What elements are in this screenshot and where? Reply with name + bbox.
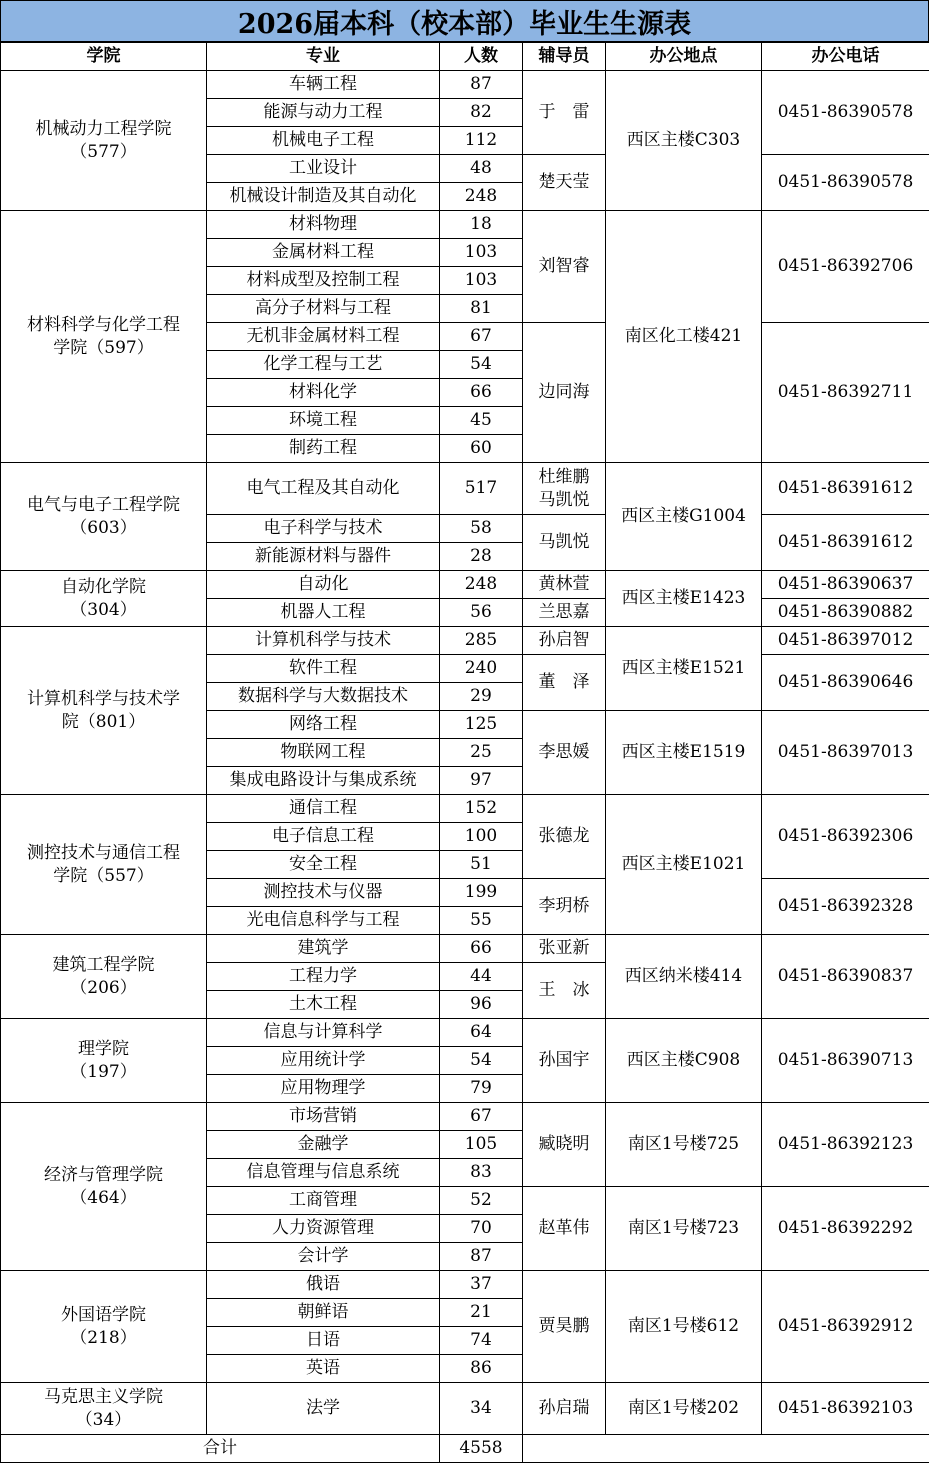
major-name: 土木工程 bbox=[207, 991, 440, 1019]
student-count: 54 bbox=[440, 1047, 523, 1075]
student-count: 44 bbox=[440, 963, 523, 991]
student-count: 28 bbox=[440, 543, 523, 571]
office-location: 西区主楼E1521 bbox=[606, 627, 762, 711]
office-phone: 0451-86392706 bbox=[762, 211, 929, 323]
student-count: 82 bbox=[440, 99, 523, 127]
student-count: 517 bbox=[440, 463, 523, 515]
major-name: 应用物理学 bbox=[207, 1075, 440, 1103]
total-empty bbox=[523, 1435, 929, 1463]
student-count: 79 bbox=[440, 1075, 523, 1103]
student-count: 70 bbox=[440, 1215, 523, 1243]
student-count: 55 bbox=[440, 907, 523, 935]
major-name: 集成电路设计与集成系统 bbox=[207, 767, 440, 795]
major-name: 自动化 bbox=[207, 571, 440, 599]
student-count: 285 bbox=[440, 627, 523, 655]
student-count: 240 bbox=[440, 655, 523, 683]
major-name: 英语 bbox=[207, 1355, 440, 1383]
major-name: 会计学 bbox=[207, 1243, 440, 1271]
office-phone: 0451-86397012 bbox=[762, 627, 929, 655]
major-name: 测控技术与仪器 bbox=[207, 879, 440, 907]
major-name: 朝鲜语 bbox=[207, 1299, 440, 1327]
office-location: 南区1号楼725 bbox=[606, 1103, 762, 1187]
student-count: 74 bbox=[440, 1327, 523, 1355]
major-name: 工程力学 bbox=[207, 963, 440, 991]
major-name: 市场营销 bbox=[207, 1103, 440, 1131]
major-name: 机器人工程 bbox=[207, 599, 440, 627]
student-count: 66 bbox=[440, 379, 523, 407]
office-phone: 0451-86392306 bbox=[762, 795, 929, 879]
college-name: 机械动力工程学院 （577） bbox=[1, 71, 207, 211]
major-name: 能源与动力工程 bbox=[207, 99, 440, 127]
major-name: 俄语 bbox=[207, 1271, 440, 1299]
counselor-name: 李玥桥 bbox=[523, 879, 606, 935]
major-name: 材料物理 bbox=[207, 211, 440, 239]
table-row bbox=[1, 571, 929, 599]
college-name: 材料科学与化学工程 学院（597） bbox=[1, 211, 207, 463]
major-name: 新能源材料与器件 bbox=[207, 543, 440, 571]
office-phone: 0451-86392292 bbox=[762, 1187, 929, 1271]
major-name: 通信工程 bbox=[207, 795, 440, 823]
counselor-name: 贾昊鹏 bbox=[523, 1271, 606, 1383]
major-name: 电子信息工程 bbox=[207, 823, 440, 851]
table-row bbox=[1, 463, 929, 515]
major-name: 环境工程 bbox=[207, 407, 440, 435]
major-name: 安全工程 bbox=[207, 851, 440, 879]
counselor-name: 刘智睿 bbox=[523, 211, 606, 323]
major-name: 电子科学与技术 bbox=[207, 515, 440, 543]
student-count: 67 bbox=[440, 1103, 523, 1131]
office-location: 西区主楼C908 bbox=[606, 1019, 762, 1103]
counselor-name: 杜维鹏 马凯悦 bbox=[523, 463, 606, 515]
office-phone: 0451-86390578 bbox=[762, 71, 929, 155]
major-name: 金属材料工程 bbox=[207, 239, 440, 267]
major-name: 日语 bbox=[207, 1327, 440, 1355]
student-count: 54 bbox=[440, 351, 523, 379]
counselor-name: 楚天莹 bbox=[523, 155, 606, 211]
major-name: 工商管理 bbox=[207, 1187, 440, 1215]
major-name: 网络工程 bbox=[207, 711, 440, 739]
office-phone: 0451-86391612 bbox=[762, 515, 929, 571]
student-count: 21 bbox=[440, 1299, 523, 1327]
student-count: 64 bbox=[440, 1019, 523, 1047]
college-name: 电气与电子工程学院 （603） bbox=[1, 463, 207, 571]
student-count: 60 bbox=[440, 435, 523, 463]
office-phone: 0451-86392711 bbox=[762, 323, 929, 463]
student-count: 152 bbox=[440, 795, 523, 823]
office-location: 南区1号楼723 bbox=[606, 1187, 762, 1271]
major-name: 无机非金属材料工程 bbox=[207, 323, 440, 351]
counselor-name: 马凯悦 bbox=[523, 515, 606, 571]
student-count: 45 bbox=[440, 407, 523, 435]
table-row bbox=[1, 211, 929, 239]
major-name: 计算机科学与技术 bbox=[207, 627, 440, 655]
college-name: 测控技术与通信工程 学院（557） bbox=[1, 795, 207, 935]
major-name: 车辆工程 bbox=[207, 71, 440, 99]
major-name: 软件工程 bbox=[207, 655, 440, 683]
college-name: 外国语学院 （218） bbox=[1, 1271, 207, 1383]
office-location: 西区主楼G1004 bbox=[606, 463, 762, 571]
graduate-table bbox=[0, 42, 929, 1463]
office-location: 南区1号楼612 bbox=[606, 1271, 762, 1383]
student-count: 199 bbox=[440, 879, 523, 907]
counselor-name: 于 雷 bbox=[523, 71, 606, 155]
table-row bbox=[1, 935, 929, 963]
student-count: 87 bbox=[440, 1243, 523, 1271]
student-count: 87 bbox=[440, 71, 523, 99]
header-count: 人数 bbox=[440, 43, 523, 71]
office-phone: 0451-86390882 bbox=[762, 599, 929, 627]
office-phone: 0451-86392912 bbox=[762, 1271, 929, 1383]
office-phone: 0451-86390646 bbox=[762, 655, 929, 711]
major-name: 应用统计学 bbox=[207, 1047, 440, 1075]
counselor-name: 孙国宇 bbox=[523, 1019, 606, 1103]
counselor-name: 臧晓明 bbox=[523, 1103, 606, 1187]
major-name: 高分子材料与工程 bbox=[207, 295, 440, 323]
office-location: 西区主楼E1021 bbox=[606, 795, 762, 935]
header-office: 办公地点 bbox=[606, 43, 762, 71]
table-row bbox=[1, 795, 929, 823]
major-name: 建筑学 bbox=[207, 935, 440, 963]
major-name: 化学工程与工艺 bbox=[207, 351, 440, 379]
table-body bbox=[1, 71, 929, 1435]
header-major: 专业 bbox=[207, 43, 440, 71]
table-row bbox=[1, 1103, 929, 1131]
student-count: 96 bbox=[440, 991, 523, 1019]
major-name: 机械电子工程 bbox=[207, 127, 440, 155]
major-name: 信息管理与信息系统 bbox=[207, 1159, 440, 1187]
counselor-name: 张亚新 bbox=[523, 935, 606, 963]
student-count: 34 bbox=[440, 1383, 523, 1435]
major-name: 材料成型及控制工程 bbox=[207, 267, 440, 295]
counselor-name: 李思媛 bbox=[523, 711, 606, 795]
office-phone: 0451-86390713 bbox=[762, 1019, 929, 1103]
student-count: 105 bbox=[440, 1131, 523, 1159]
student-count: 29 bbox=[440, 683, 523, 711]
student-count: 56 bbox=[440, 599, 523, 627]
college-name: 自动化学院 （304） bbox=[1, 571, 207, 627]
counselor-name: 赵革伟 bbox=[523, 1187, 606, 1271]
student-count: 97 bbox=[440, 767, 523, 795]
major-name: 信息与计算科学 bbox=[207, 1019, 440, 1047]
student-count: 248 bbox=[440, 183, 523, 211]
office-phone: 0451-86392103 bbox=[762, 1383, 929, 1435]
office-phone: 0451-86391612 bbox=[762, 463, 929, 515]
college-name: 计算机科学与技术学 院（801） bbox=[1, 627, 207, 795]
student-count: 112 bbox=[440, 127, 523, 155]
table-row bbox=[1, 1383, 929, 1435]
office-phone: 0451-86390837 bbox=[762, 935, 929, 1019]
office-location: 西区主楼E1519 bbox=[606, 711, 762, 795]
office-location: 南区1号楼202 bbox=[606, 1383, 762, 1435]
major-name: 人力资源管理 bbox=[207, 1215, 440, 1243]
counselor-name: 孙启智 bbox=[523, 627, 606, 655]
counselor-name: 兰思嘉 bbox=[523, 599, 606, 627]
major-name: 光电信息科学与工程 bbox=[207, 907, 440, 935]
header-counselor: 辅导员 bbox=[523, 43, 606, 71]
student-count: 58 bbox=[440, 515, 523, 543]
student-count: 37 bbox=[440, 1271, 523, 1299]
major-name: 电气工程及其自动化 bbox=[207, 463, 440, 515]
college-name: 建筑工程学院 （206） bbox=[1, 935, 207, 1019]
header-college: 学院 bbox=[1, 43, 207, 71]
office-location: 西区纳米楼414 bbox=[606, 935, 762, 1019]
student-count: 67 bbox=[440, 323, 523, 351]
major-name: 数据科学与大数据技术 bbox=[207, 683, 440, 711]
office-phone: 0451-86390578 bbox=[762, 155, 929, 211]
header-phone: 办公电话 bbox=[762, 43, 929, 71]
office-phone: 0451-86392328 bbox=[762, 879, 929, 935]
office-location: 西区主楼E1423 bbox=[606, 571, 762, 627]
major-name: 物联网工程 bbox=[207, 739, 440, 767]
office-phone: 0451-86392123 bbox=[762, 1103, 929, 1187]
student-count: 103 bbox=[440, 239, 523, 267]
total-label: 合计 bbox=[1, 1435, 440, 1463]
student-count: 100 bbox=[440, 823, 523, 851]
total-row bbox=[1, 1435, 929, 1463]
major-name: 材料化学 bbox=[207, 379, 440, 407]
office-phone: 0451-86390637 bbox=[762, 571, 929, 599]
table-row bbox=[1, 627, 929, 655]
student-count: 83 bbox=[440, 1159, 523, 1187]
student-count: 81 bbox=[440, 295, 523, 323]
counselor-name: 黄林萱 bbox=[523, 571, 606, 599]
major-name: 机械设计制造及其自动化 bbox=[207, 183, 440, 211]
counselor-name: 孙启瑞 bbox=[523, 1383, 606, 1435]
major-name: 金融学 bbox=[207, 1131, 440, 1159]
student-count: 52 bbox=[440, 1187, 523, 1215]
major-name: 工业设计 bbox=[207, 155, 440, 183]
college-name: 理学院 （197） bbox=[1, 1019, 207, 1103]
student-count: 248 bbox=[440, 571, 523, 599]
student-count: 51 bbox=[440, 851, 523, 879]
student-count: 25 bbox=[440, 739, 523, 767]
student-count: 103 bbox=[440, 267, 523, 295]
major-name: 制药工程 bbox=[207, 435, 440, 463]
college-name: 马克思主义学院 （34） bbox=[1, 1383, 207, 1435]
office-phone: 0451-86397013 bbox=[762, 711, 929, 795]
table-row bbox=[1, 1271, 929, 1299]
office-location: 西区主楼C303 bbox=[606, 71, 762, 211]
college-name: 经济与管理学院 （464） bbox=[1, 1103, 207, 1271]
student-count: 86 bbox=[440, 1355, 523, 1383]
counselor-name: 董 泽 bbox=[523, 655, 606, 711]
counselor-name: 边同海 bbox=[523, 323, 606, 463]
total-value: 4558 bbox=[440, 1435, 523, 1463]
student-count: 48 bbox=[440, 155, 523, 183]
office-location: 南区化工楼421 bbox=[606, 211, 762, 463]
table-title: 2026届本科（校本部）毕业生生源表 bbox=[0, 0, 929, 42]
table-row bbox=[1, 1019, 929, 1047]
counselor-name: 王 冰 bbox=[523, 963, 606, 1019]
student-count: 125 bbox=[440, 711, 523, 739]
counselor-name: 张德龙 bbox=[523, 795, 606, 879]
header-row bbox=[1, 43, 929, 71]
student-count: 66 bbox=[440, 935, 523, 963]
table-row bbox=[1, 71, 929, 99]
major-name: 法学 bbox=[207, 1383, 440, 1435]
student-count: 18 bbox=[440, 211, 523, 239]
